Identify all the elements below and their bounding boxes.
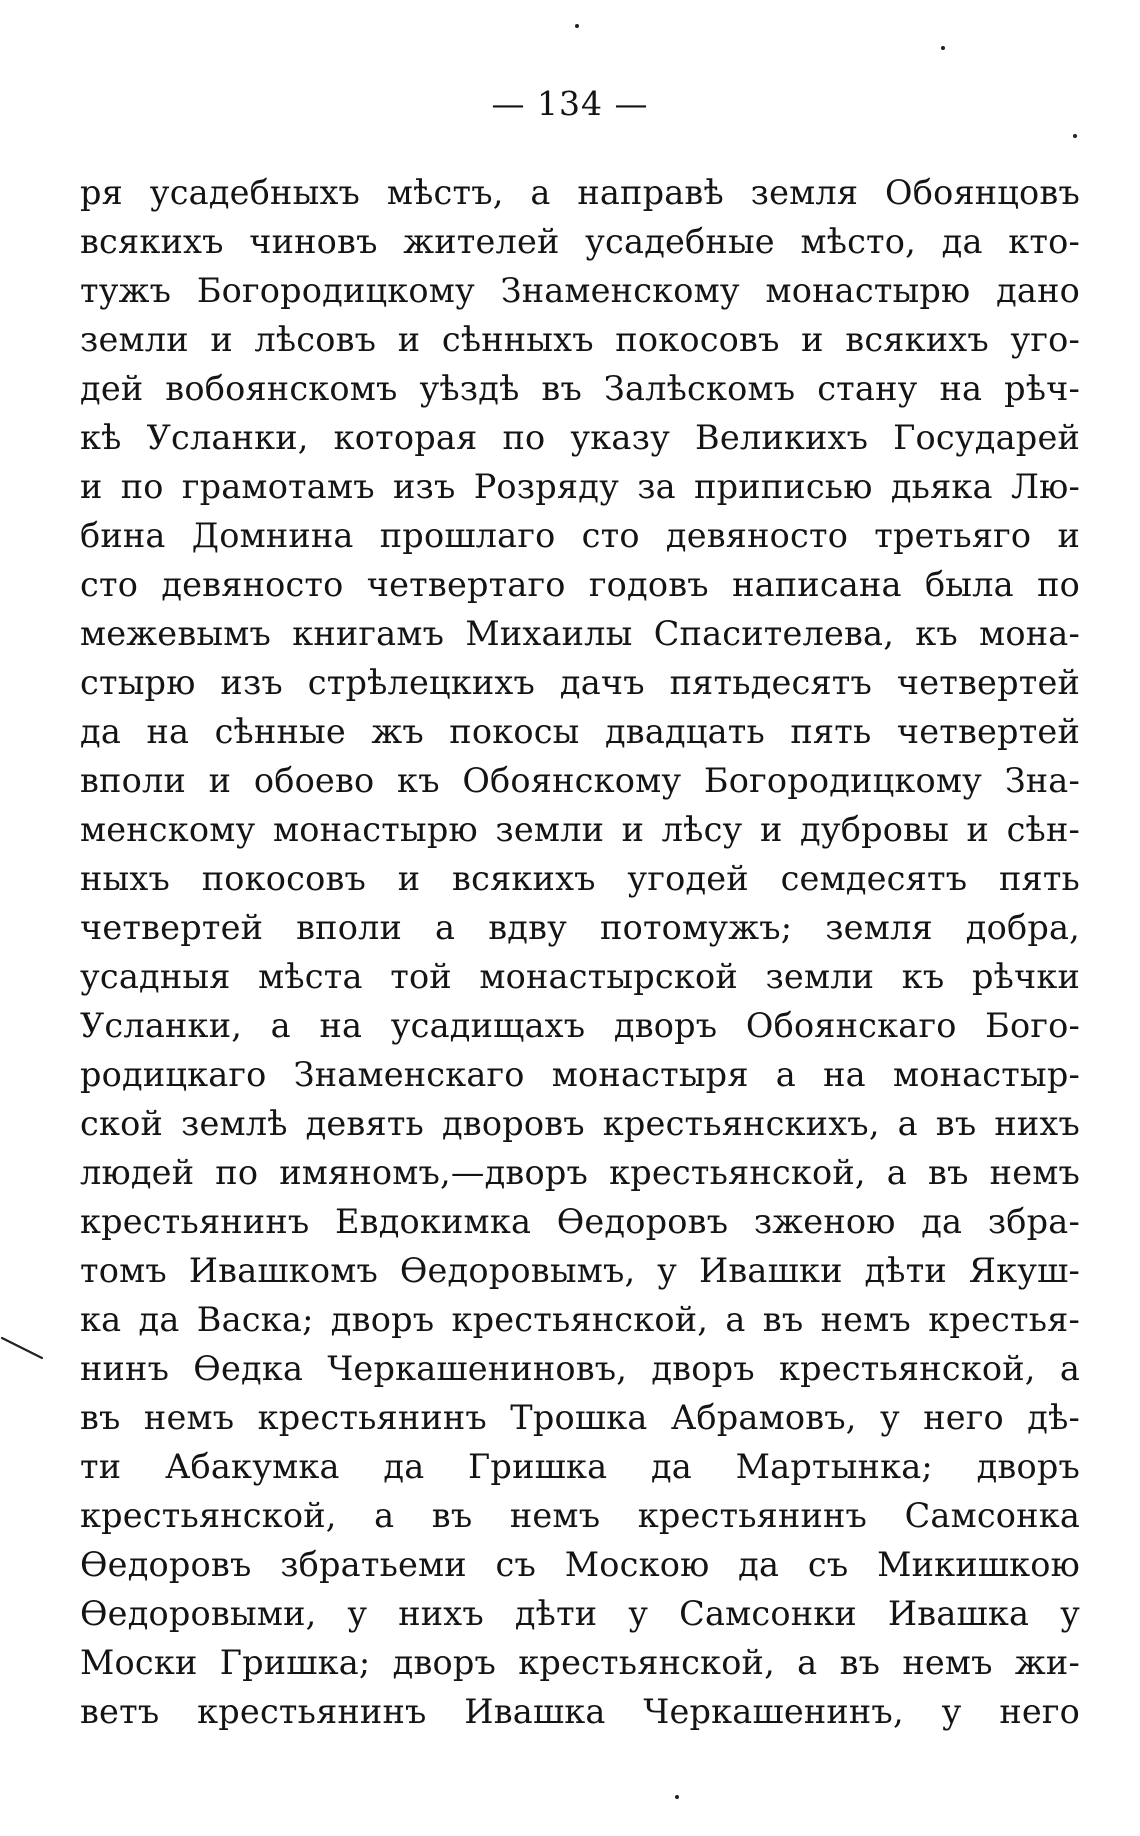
scan-speck [1073,134,1077,138]
text-line: нинъ Өедка Черкашениновъ, дворъ крестьянской, а [80,1349,1080,1388]
text-line: кѣ Усланки, которая по указу Великихъ Государей [80,418,1080,457]
text-line: сто девяносто четвертаго годовъ написана была по [80,565,1080,604]
text-line: ря усадебныхъ мѣстъ, а направѣ земля Обоянцовъ [80,173,1080,212]
text-line: родицкаго Знаменскаго монастыря а на монастыр- [80,1055,1080,1094]
text-line: томъ Ивашкомъ Өедоровымъ, у Ивашки дѣти Якуш- [80,1251,1080,1290]
text-line: усадныя мѣста той монастырской земли къ рѣчки [80,957,1080,996]
text-line: и по грамотамъ изъ Розряду за приписью дьяка Лю- [80,467,1080,506]
text-line: крестьянской, а въ немъ крестьянинъ Самсонка [80,1496,1080,1535]
text-line: ской землѣ девять дворовъ крестьянскихъ, а въ нихъ [80,1104,1080,1143]
text-line: межевымъ книгамъ Михаилы Спасителева, къ мона- [80,614,1080,653]
scan-speck [941,46,945,50]
text-line: менскому монастырю земли и лѣсу и дубровы и сѣн- [80,810,1080,849]
text-line: Усланки, а на усадищахъ дворъ Обоянскаго Бого- [80,1006,1080,1045]
text-line: тужъ Богородицкому Знаменскому монастырю дано [80,271,1080,310]
text-line: въ немъ крестьянинъ Трошка Абрамовъ, у него дѣ- [80,1398,1080,1437]
text-line: вполи и обоево къ Обоянскому Богородицкому Зна- [80,761,1080,800]
text-line: четвертей вполи а вдву потомужъ; земля добра, [80,908,1080,947]
text-line: ти Абакумка да Гришка да Мартынка; дворъ [80,1447,1080,1486]
body-text [80,168,1080,1736]
text-line: ветъ крестьянинъ Ивашка Черкашенинъ, у него [80,1692,1080,1731]
text-line: земли и лѣсовъ и сѣнныхъ покосовъ и всякихъ уго- [80,320,1080,359]
page-number: — 134 — [491,84,649,123]
margin-pencil-mark [0,1336,48,1362]
text-line: всякихъ чиновъ жителей усадебные мѣсто, да кто- [80,222,1080,261]
text-line: Өедоровъ збратьеми съ Москою да съ Микишкою [80,1545,1080,1584]
text-line: стырю изъ стрѣлецкихъ дачъ пятьдесятъ четвертей [80,663,1080,702]
text-line: ка да Васка; дворъ крестьянской, а въ немъ крестья- [80,1300,1080,1339]
text-line: да на сѣнные жъ покосы двадцать пять четвертей [80,712,1080,751]
text-line: Моски Гришка; дворъ крестьянской, а въ немъ жи- [80,1643,1080,1682]
text-line: дей вобоянскомъ уѣздѣ въ Залѣскомъ стану на рѣч- [80,369,1080,408]
text-line: крестьянинъ Евдокимка Өедоровъ зженою да збра- [80,1202,1080,1241]
scan-speck [675,1795,679,1799]
text-line: бина Домнина прошлаго сто девяносто третьяго и [80,516,1080,555]
text-line: людей по имяномъ,—дворъ крестьянской, а въ немъ [80,1153,1080,1192]
text-line: Өедоровыми, у нихъ дѣти у Самсонки Ивашка у [80,1594,1080,1633]
text-line: ныхъ покосовъ и всякихъ угодей семдесятъ пять [80,859,1080,898]
scan-speck [575,24,579,28]
